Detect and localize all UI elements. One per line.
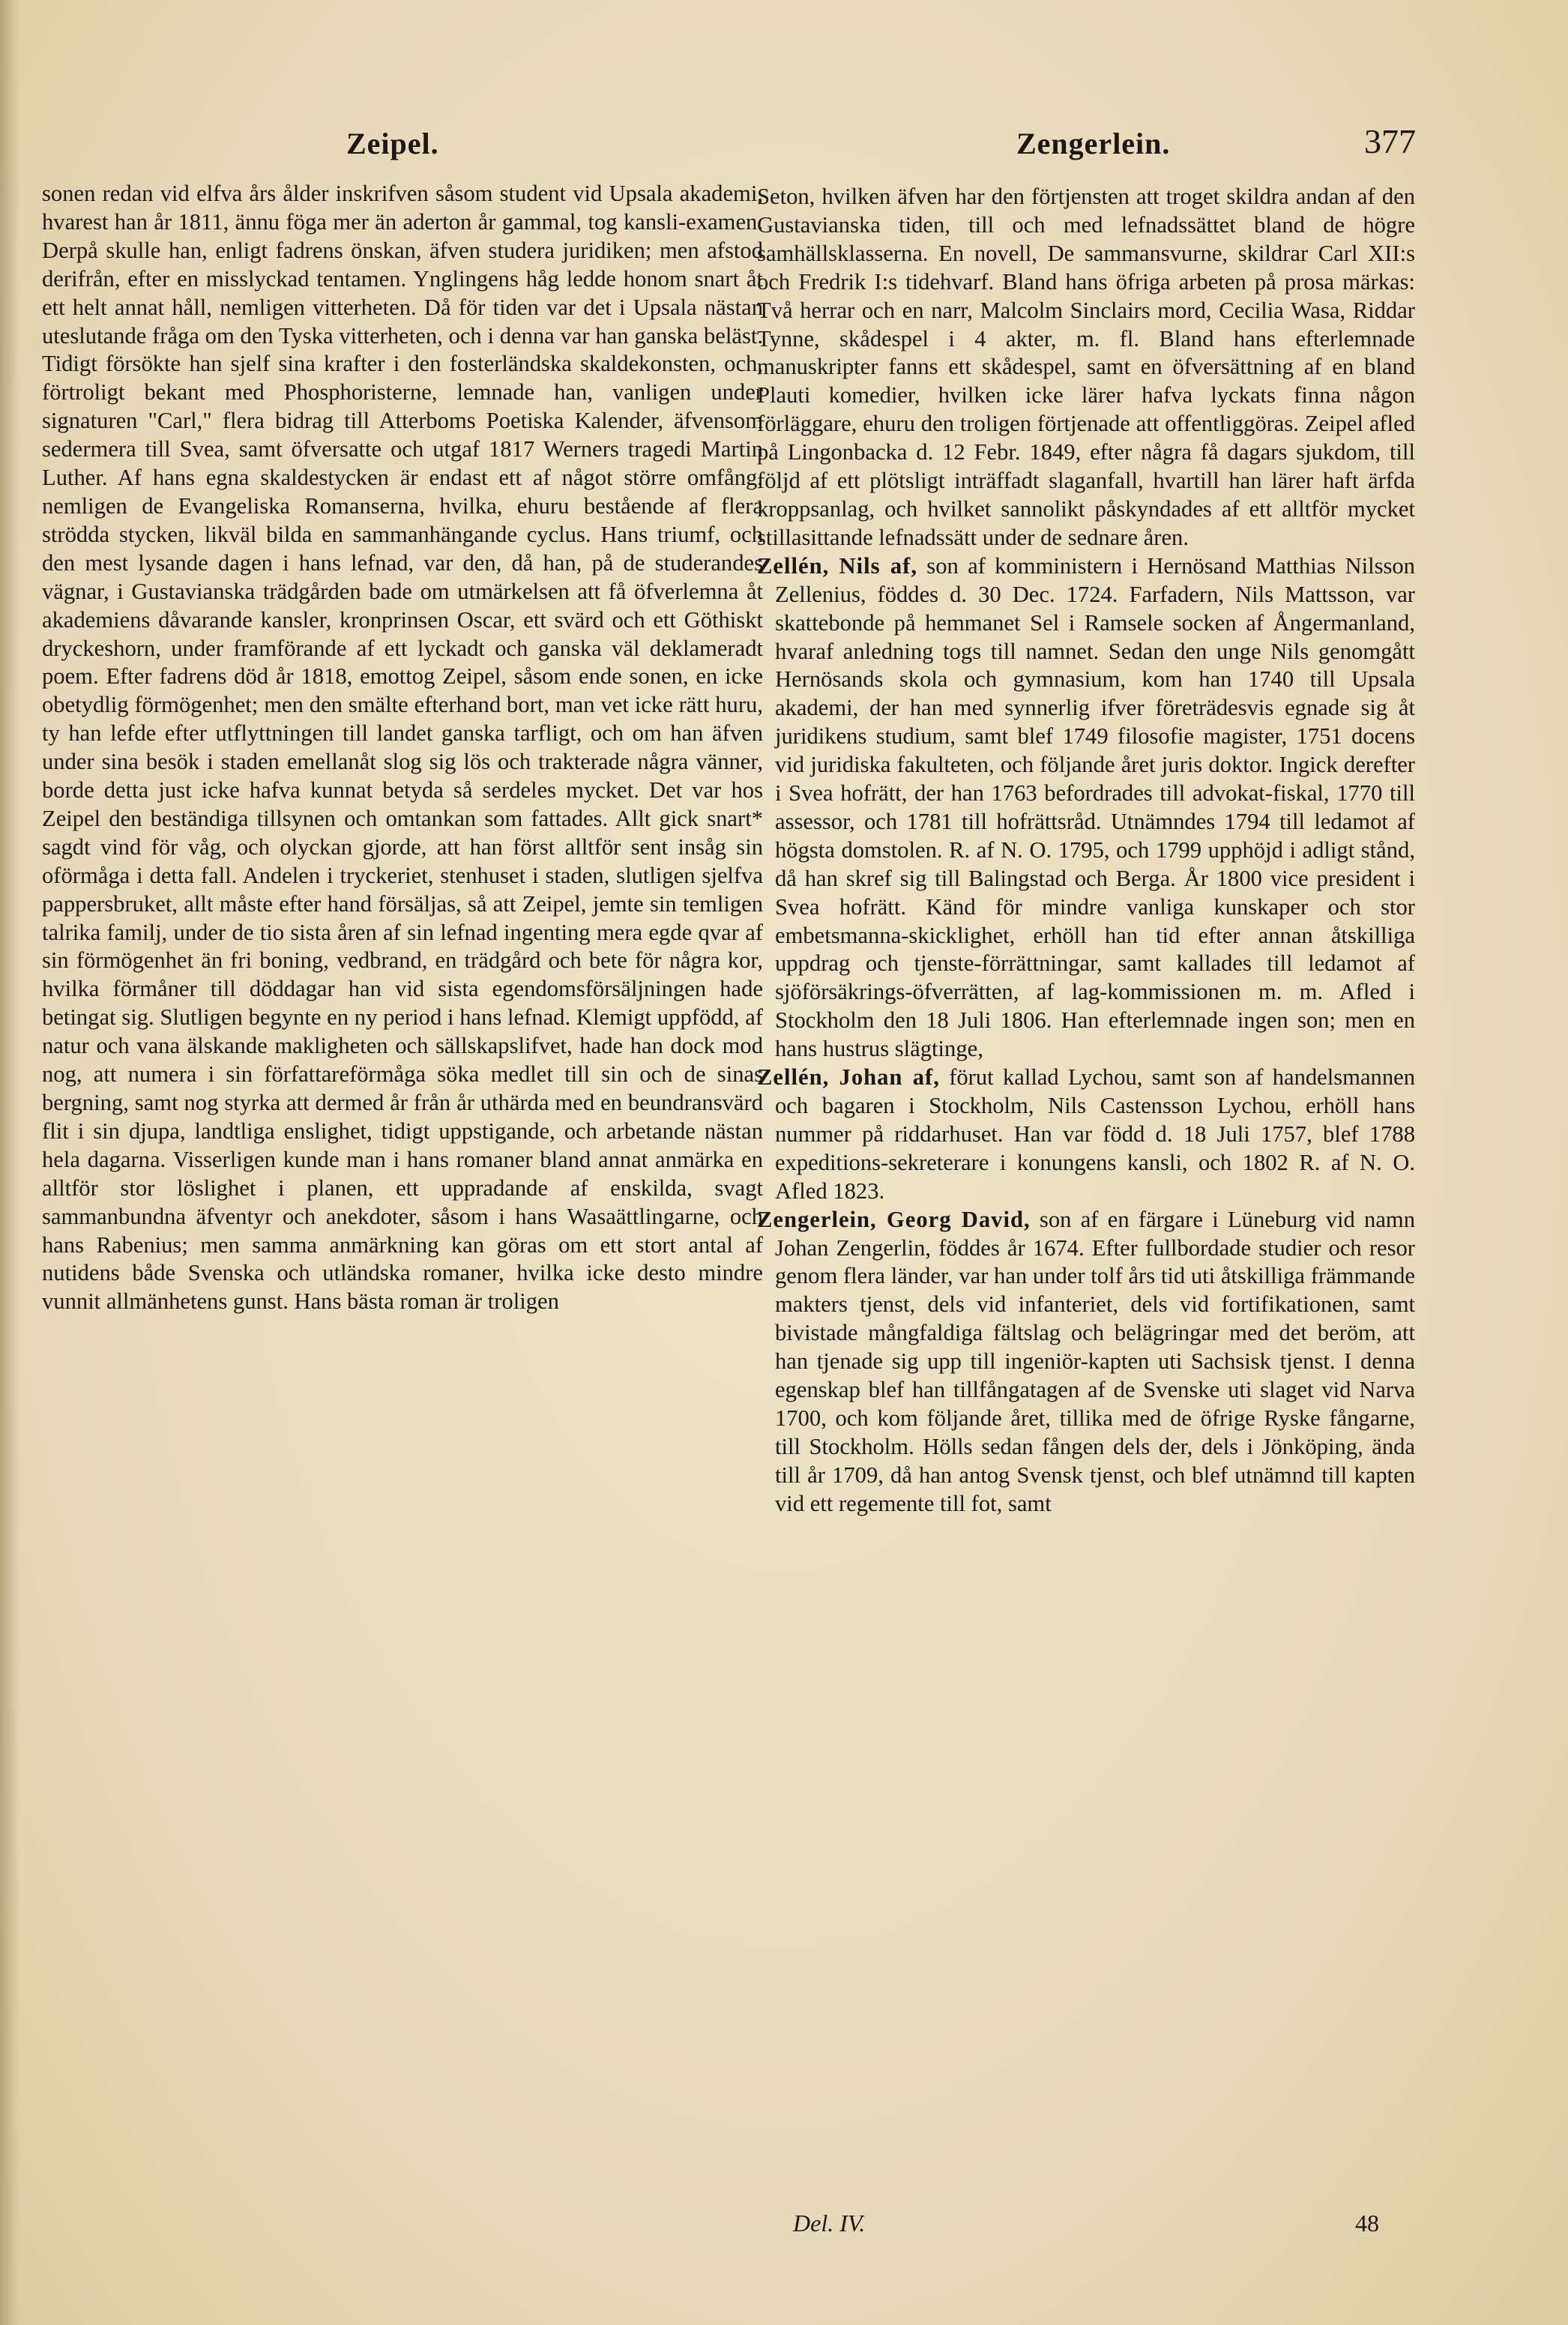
entry-headword: Zengerlein, Georg David, — [757, 1206, 1031, 1232]
right-column — [757, 183, 1415, 1519]
entry-zellen-johan — [757, 1064, 1415, 1206]
entry-zellen-nils — [757, 552, 1415, 1064]
running-header — [0, 122, 1568, 171]
zeipel-continuation: sonen redan vid elfva års ålder inskrifven såsom student vid Upsala akademi, hvarest han år 1811, ännu föga mer än aderton år gammal, tog kansli-examen. Derpå skulle han, enligt fadrens önskan, äfven studera juridiken; men afstod derifrån, efter en misslyckad tentamen. Ynglingens håg ledde honom snart åt ett helt annat håll, nemligen vitterheten. Då för tiden var det i Upsala nästan uteslutande fråga om den Tyska vitterheten, och i denna var han ganska beläst. Tidigt försökte han sjelf sina krafter i den fosterländska skaldekonsten, och, förtroligt bekant med Phosphoristerne, lemnade han, vanligen under signaturen "Carl," flera bidrag till Atterboms Poetiska Kalender, äfvensom sedermera till Svea, samt öfversatte och utgaf 1817 Werners tragedi Martin Luther. Af hans egna skaldestycken är endast ett af något större omfång, nemligen de Evangeliska Romanserna, hvilka, ehuru bestående af flera ströddа stycken, likväl bilda en sammanhängande cyclus. Hans triumf, och den mest lysande dagen i hans lefnad, var den, då han, på de studerandes vägnar, i Gustavianska trädgården bade om utmärkelsen att få öfverlemna åt akademiens dåvarande kansler, kronprinsen Oscar, ett svärd och ett Göthiskt dryckeshorn, under framförande af ett lyckadt och ganska väl deklameradt poem. Efter fadrens död år 1818, emottog Zeipel, såsom ende sonen, en icke obetydlig förmögenhet; men den smälte efterhand bort, man vet icke rätt huru, ty han lefde efter utflyttningen till landet ganska tarfligt, och om han äfven under sina besök i staden emellanåt slog sig lös och trakterade några vänner, borde detta just icke hafva kunnat betyda så serdeles mycket. Det var hos Zeipel den beständiga tillsynen och omtankan som fattades. Allt gick snart* sagdt vind för våg, och olyckan gjorde, att han först alltför sent insåg sin oförmåga i detta fall. Andelen i tryckeriet, stenhuset i staden, slutligen sjelfva pappersbruket, allt måste efter hand försäljas, så att Zeipel, jemte sin temligen talrika familj, under de tio sista åren af sin lefnad ingenting mera egde qvar af sin förmögenhet än fri boning, vedbrand, en trädgård och bete för några kor, hvilka förmåner till döddagar han vid sista egendomsförsäljningen hade betingat sig. Slutligen begynte en ny period i hans lefnad. Klemigt uppfödd, af natur och vana älskande makligheten och sällskapslifvet, hade han dock mod nog, att numera i sin författareförmåga söka medlet till sin och de sinas bergning, samt nog styrka att dermed år från år uthärda med en beundransvärd flit i sin djupa, landtliga enslighet, tidigt uppstigande, och arbetande nästan hela dagarna. Visserligen kunde man i hans romaner bland annat anmärka en alltför stor löslighet i planen, ett uppradande af enskilda, svagt sammanbundna äfventyr och anekdoter, såsom i hans Wasaättlingarne, och hans Rabenius; men samma anmärkning kan göras om ett stort antal af nutidens både Svenska och utländska romaner, hvilka icke desto mindre vunnit allmänhetens gunst. Hans bästa roman är troligen — [42, 181, 763, 1315]
page-footer — [0, 2210, 1568, 2247]
entry-headword: Zellén, Johan af, — [757, 1064, 940, 1091]
entry-zengerlein-georg — [757, 1206, 1415, 1519]
left-column — [42, 180, 763, 1316]
entry-text: son af komministern i Hernösand Matthias Nilsson Zellenius, föddes d. 30 Dec. 1724. Farfadern, Nils Mattsson, var skattebonde på hemmanet Sel i Ramsele socken af Ångermanland, hvaraf anledning togs till namnet. Sedan den unge Nils genomgått Hernösands skola och gymnasium, kom han 1740 till Upsala akademi, der han med synnerlig ifver företrädesvis egnade sig åt juridikens studium, samt blef 1749 filosofie magister, 1751 docens vid juridiska fakulteten, och följande året juris doktor. Ingick derefter i Svea hofrätt, der han 1763 befordrades till advokat-fiskal, 1770 till assessor, och 1781 till hofrättsråd. Utnämndes 1794 till ledamot af högsta domstolen. R. af N. O. 1795, och 1799 upphöjd i adligt stånd, då han skref sig till Balingstad och Berga. År 1800 vice president i Svea hofrätt. Känd för mindre vanliga kunskaper och stor embetsmanna-skicklighet, erhöll han tid efter annan åtskilliga uppdrag och tjenste-förrättningar, samt kallades till ledamot af sjöförsäkrings-öfverrätten, af lag-kommissionen m. m. Afled i Stockholm den 18 Juli 1806. Han efterlemnade ingen son; men en hans hustrus slägtinge, — [775, 552, 1415, 1062]
page-number: 377 — [1364, 122, 1416, 160]
entry-headword: Zellén, Nils af, — [757, 552, 917, 579]
entry-text: son af en färgare i Lüneburg vid namn Johan Zengerlin, föddes år 1674. Efter fullbordade studier och resor genom flera länder, var han under tolf års tid uti åtskilliga främmande makters tjenst, dels vid infanteriet, dels vid fortifikationen, samt bivistade mångfaldiga fältslag och belägringar med det beröm, att han tjenade sig upp till ingeniör-kapten uti Sachsisk tjenst. I denna egenskap blef han tillfångatagen af de Svenske uti slaget vid Narva 1700, och kom följande året, tillika med de öfrige Ryske fångarne, till Stockholm. Hölls sedan fången dels der, dels i Jönköping, ända till år 1709, då han antog Svensk tjenst, och blef utnämnd till kapten vid ett regemente till fot, samt — [775, 1206, 1415, 1516]
sheet-number: 48 — [1355, 2210, 1379, 2237]
running-head-right: Zengerlein. — [1016, 127, 1171, 160]
entry-text: förut kallad Lychou, samt son af handelsmannen och bagaren i Stockholm, Nils Castensson Lychou, erhöll hans nummer på riddarhuset. Han var född d. 18 Juli 1757, blef 1788 expeditions-sekreterare i konungens kansli, och 1802 R. af N. O. Afled 1823. — [775, 1064, 1415, 1204]
running-head-left: Zeipel. — [346, 127, 439, 160]
zeipel-conclusion: Seton, hvilken äfven har den förtjensten att troget skildra andan af den Gustavianska tiden, till och med lefnadssättet bland de högre samhällsklasserna. En novell, De sammansvurne, skildrar Carl XII:s och Fredrik I:s tidehvarf. Bland hans öfriga arbeten på prosa märkas: Två herrar och en narr, Malcolm Sinclairs mord, Cecilia Wasa, Riddar Tynne, skådespel i 4 akter, m. fl. Bland hans efterlemnade manuskripter fanns ett skådespel, samt en öfversättning af en bland Plauti komedier, hvilken icke lärer hafva lyckats finna någon förläggare, ehuru den troligen förtjenade att offentliggöras. Zeipel afled på Lingonbacka d. 12 Febr. 1849, efter några få dagars sjukdom, till följd af ett plötsligt inträffadt slaganfall, hvartill han lärer haft ärfda kroppsanlag, och hvilket sannolikt påskyndades af ett alltför mycket stillasittande lefnadssätt under de sednare åren. — [757, 184, 1415, 550]
volume-signature: Del. IV. — [793, 2210, 866, 2237]
